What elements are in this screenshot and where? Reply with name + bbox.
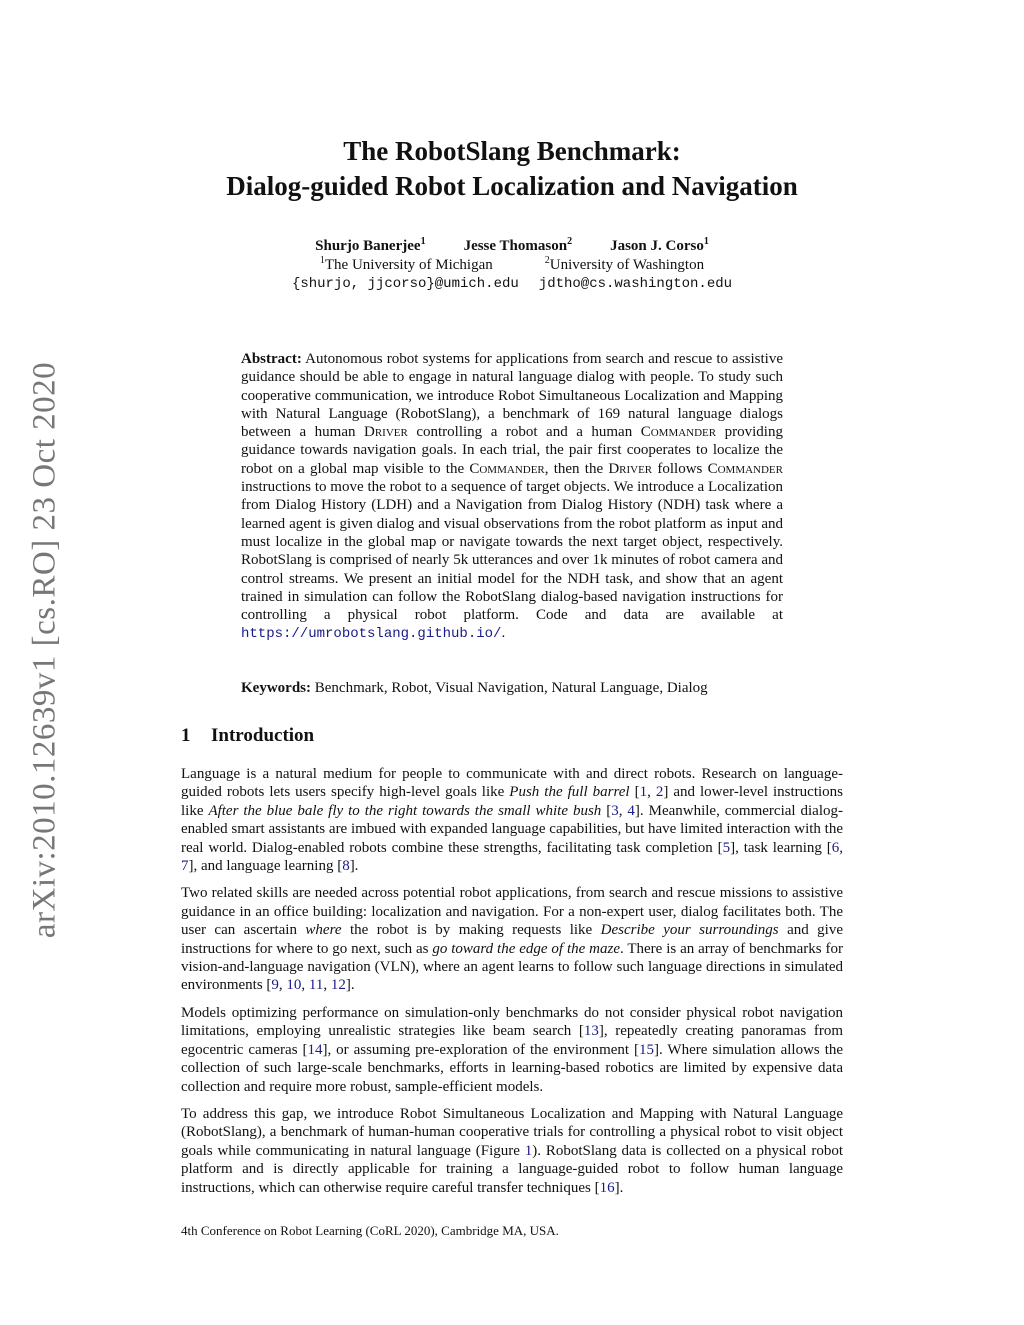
citation-link[interactable]: 6 — [831, 839, 840, 856]
citation-link[interactable]: 13 — [583, 1023, 599, 1040]
citation-link[interactable]: 8 — [342, 858, 350, 875]
figure-link[interactable]: 1 — [524, 1142, 533, 1159]
author: Jason J. Corso$^1$ — [610, 236, 709, 254]
citation-link[interactable]: 5 — [722, 839, 731, 856]
citation-link[interactable]: 9 — [271, 977, 279, 994]
citation-link[interactable]: 1 — [639, 784, 648, 801]
paragraph: Two related skills are needed across potential robot applications, from search and rescue missions to assistive guidance in an office building: localization and navigation. For a non-expert user, dialog facilitates both. The user can ascertain where the robot is by making requests like Describe your surroundings and give instructions for where to go next, such as go toward the edge of the maze. There is an array of benchmarks for vision-and-language navigation (VLN), where an agent learns to follow such language directions in simulated environments [9, 10, 11, 12]. — [181, 885, 843, 994]
arxiv-sidebar — [22, 350, 68, 950]
paragraph: Language is a natural medium for people to communicate with and direct robots. Research on language-guided robots lets users specify high-level goals like Push the full barrel [1, 2] and lower-level instructions like After the blue bale fly to the right towards the small white bush [3, 4]. Meanwhile, commercial dialog-enabled smart assistants are imbued with expanded language capabilities, but have limited interaction with the real world. Dialog-enabled robots combine these strengths, facilitating task completion [5], task learning [6, 7], and language learning [8]. — [181, 766, 843, 875]
title-line-1: The RobotSlang Benchmark: — [343, 136, 681, 166]
author: Jesse Thomason$^2$ — [463, 236, 573, 254]
author: Shurjo Banerjee$^1$ — [315, 236, 426, 254]
code-url-link[interactable]: https://umrobotslang.github.io/ — [241, 626, 502, 643]
paragraph: To address this gap, we introduce Robot Simultaneous Localization and Mapping with Natural Language (RobotSlang), a benchmark of human-human cooperative trials for controlling a physical robot to visit object goals while communicating in natural language (Figure 1). RobotSlang data is collected on a physical robot platform and is directly applicable for training a language-guided robot to follow human language instructions, which can otherwise require careful transfer techniques [16]. — [181, 1105, 843, 1196]
citation-link[interactable]: 16 — [599, 1179, 615, 1196]
emails — [0, 275, 1024, 294]
introduction-body — [181, 765, 843, 1206]
citation-link[interactable]: 2 — [655, 784, 664, 801]
title-line-2: Dialog-guided Robot Localization and Navigation — [226, 171, 798, 201]
arxiv-identifier: arXiv:2010.12639v1 [cs.RO] 23 Oct 2020 — [26, 361, 63, 939]
citation-link[interactable]: 12 — [330, 977, 346, 994]
citation-link[interactable]: 10 — [286, 977, 302, 994]
paper-title — [0, 134, 1024, 204]
citation-link[interactable]: 14 — [307, 1041, 323, 1058]
citation-link[interactable]: 7 — [181, 858, 189, 875]
citation-link[interactable]: 11 — [308, 977, 324, 994]
citation-link[interactable]: 3 — [611, 802, 619, 819]
affiliation: $^2$University of Washington — [544, 255, 705, 273]
abstract-label: Abstract: — [241, 351, 302, 367]
keywords-label: Keywords: — [241, 680, 311, 696]
affiliation: $^1$The University of Michigan — [319, 255, 493, 273]
abstract: Abstract: Autonomous robot systems for applications from search and rescue to assistive guidance should be able to engage in natural language dialog with people. To study such cooperative communication, we introduce Robot Simultaneous Localization and Mapping with Natural Language (RobotSlang), a benchmark of 169 natural language dialogs between a human Driver controlling a robot and a human Commander providing guidance towards navigation goals. In each trial, the pair first cooperates to localize the robot on a global map visible to the Commander, then the Driver follows Commander instructions to move the robot to a sequence of target objects. We introduce a Localization from Dialog History (LDH) and a Navigation from Dialog History (NDH) task where a learned agent is given dialog and visual observations from the robot platform as input and must localize in the global map or navigate towards the next target object, respectively. RobotSlang is comprised of nearly 5k utterances and over 1k minutes of robot camera and control streams. We present an initial model for the NDH task, and show that an agent trained in simulation can follow the RobotSlang dialog-based navigation instructions for controlling a physical robot platform. Code and data are available at https://umrobotslang.github.io/. — [241, 351, 783, 643]
keywords: Keywords: Benchmark, Robot, Visual Navigation, Natural Language, Dialog — [241, 680, 708, 696]
author-block — [0, 237, 1024, 294]
email: {shurjo, jjcorso}@umich.edu — [291, 276, 519, 292]
section-heading-introduction: 1 Introduction — [181, 725, 315, 746]
citation-link[interactable]: 15 — [639, 1041, 655, 1058]
conference-footnote: 4th Conference on Robot Learning (CoRL 2020), Cambridge MA, USA. — [181, 1223, 559, 1238]
paragraph: Models optimizing performance on simulation-only benchmarks do not consider physical robot navigation limitations, employing unrealistic strategies like beam search [13], repeatedly creating panoramas from egocentric cameras [14], or assuming pre-exploration of the environment [15]. Where simulation allows the collection of such large-scale benchmarks, efforts in learning-based robotics are limited by expensive data collection and require more robust, sample-efficient models. — [181, 1004, 844, 1095]
citation-link[interactable]: 4 — [627, 802, 635, 819]
affiliations — [0, 256, 1024, 275]
email: jdtho@cs.washington.edu — [538, 276, 733, 292]
author-names — [0, 237, 1024, 256]
